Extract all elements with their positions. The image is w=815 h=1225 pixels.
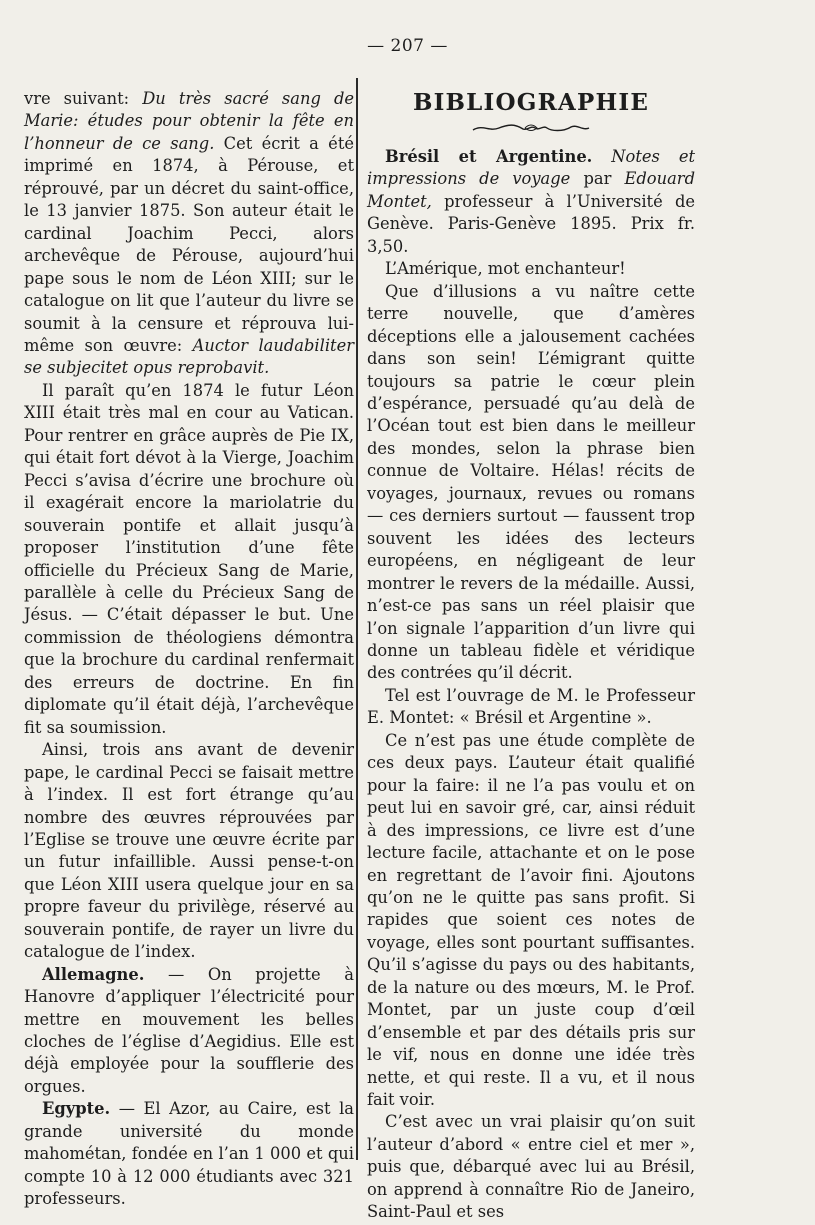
right-column-paragraph: [367, 146, 695, 258]
left-column-paragraph: [24, 964, 354, 1099]
left-column-paragraph: [24, 739, 354, 964]
italic-text: Auctor laudabiliter se subjecitet opus reprobavit.: [24, 335, 354, 378]
column-divider: [356, 78, 358, 1160]
ornament-flourish-icon: [471, 122, 591, 134]
left-column-paragraph: [24, 88, 354, 380]
body-text: Cet écrit a été imprimé en 1874, à Pérouse, et réprouvé, par un décret du saint-office, le 13 janvier 1875. Son auteur était le cardinal Joachim Pecci, alors archevêque de Pérouse, aujourd’hui pape sous le nom de Léon XIII; sur le catalogue on lit que l’auteur du livre se soumit à la censure et réprouva lui-même son œuvre:: [24, 133, 354, 355]
left-column-paragraph: [24, 380, 354, 739]
body-text: par: [570, 169, 625, 189]
body-text: L’Amérique, mot enchanteur!: [385, 259, 626, 279]
body-text: vre suivant:: [24, 89, 143, 108]
body-text: — On projette à Hanovre d’appliquer l’électricité pour mettre en mouvement les belles cloches de l’église d’Aegidius. Elle est déjà employée pour la soufflerie des orgues.: [24, 964, 354, 1096]
heading-term: Allemagne.: [42, 964, 145, 984]
body-text: Ainsi, trois ans avant de devenir pape, le cardinal Pecci se faisait mettre à l’index. Il est fort étrange qu’au nombre des œuvres réprouvées par l’Eglise se trouve une œuvre écrite par un futur infaillible. Aussi pense-t-on que Léon XIII usera quelque jour en sa propre faveur du privilège, réservé au souverain pontife, de rayer un livre du catalogue de l’index.: [24, 740, 354, 962]
italic-text: Edouard Montet,: [367, 169, 696, 211]
right-column-paragraph: [367, 258, 695, 280]
body-text: Tel est l’ouvrage de M. le Professeur E. Montet: « Brésil et Argentine ».: [367, 685, 695, 728]
section-title: BIBLIOGRAPHIE: [412, 89, 650, 116]
italic-text: Notes et impressions de voyage: [367, 147, 695, 189]
heading-term: Brésil et Argentine.: [385, 147, 593, 166]
right-column: [367, 88, 695, 1224]
right-column-paragraph: [367, 1111, 695, 1223]
left-column-paragraph: [24, 1098, 354, 1210]
body-text: Que d’illusions a vu naître cette terre nouvelle, que d’amères déceptions elle a jalousement cachées dans son sein! L’émigrant quitte toujours sa patrie le cœur plein d’espérance, persuadé qu’au delà de l’Océan tout est bien dans le meilleur des mondes, selon la phrase bien connue de Voltaire. Hélas! récits de voyages, journaux, revues ou romans — ces derniers surtout — faussent trop souvent les idées des lecteurs européens, en négligeant de leur montrer le revers de la médaille. Aussi, n’est-ce pas sans un réel plaisir que l’on signale l’apparition d’un livre qui donne un tableau fidèle et véridique des contrées qu’il décrit.: [367, 281, 695, 683]
body-text: — El Azor, au Caire, est la grande université du monde mahométan, fondée en l’an 1 000 et qui compte 10 à 12 000 étudiants avec 321 professeurs.: [24, 1099, 354, 1209]
body-text: Il paraît qu’en 1874 le futur Léon XIII était très mal en cour au Vatican. Pour rentrer en grâce auprès de Pie IX, qui était fort dévot à la Vierge, Joachim Pecci s’avisa d’écrire une brochure où il exagérait encore la mariolatrie du souverain pontife et allait jusqu’à proposer l’institution d’une fête officielle du Précieux Sang de Marie, parallèle à celle du Précieux Sang de Jésus. — C’était dépasser le but. Une commission de théologiens démontra que la brochure du cardinal renfermait des erreurs de doctrine. En fin diplomate qu’il était déjà, l’archevêque fit sa soumission.: [24, 380, 354, 737]
page-number: — 207 —: [367, 36, 448, 56]
body-text: C’est avec un vrai plaisir qu’on suit l’auteur d’abord « entre ciel et mer », puis que, débarqué avec lui au Brésil, on apprend à connaître Rio de Janeiro, Saint-Paul et ses: [367, 1112, 695, 1222]
right-column-paragraph: [367, 281, 695, 685]
body-text: Ce n’est pas une étude complète de ces deux pays. L’auteur était qualifié pour la faire: il ne l’a pas voulu et on peut lui en savoir gré, car, ainsi réduit à des impressions, ce livre est d’une lecture facile, attachante et on le pose en regrettant de l’avoir fini. Ajoutons qu’on ne le quitte pas sans profit. Si rapides que soient ces notes de voyage, elles sont pourtant suffisantes. Qu’il s’agisse du pays ou des habitants, de la nature ou des mœurs, M. le Prof. Montet, par un juste coup d’œil d’ensemble et par des détails pris sur le vif, nous en donne une idée très nette, et qui reste. Il a vu, et il nous fait voir.: [367, 730, 695, 1110]
body-text: professeur à l’Université de Genève. Paris-Genève 1895. Prix fr. 3,50.: [367, 191, 695, 256]
left-column: [24, 88, 354, 1211]
right-column-paragraph: [367, 685, 695, 730]
body-text: [592, 147, 611, 166]
right-column-paragraph: [367, 730, 695, 1112]
italic-text: Du très sacré sang de Marie: études pour obtenir la fête en l’honneur de ce sang.: [24, 89, 355, 153]
heading-term: Egypte.: [42, 1099, 111, 1119]
